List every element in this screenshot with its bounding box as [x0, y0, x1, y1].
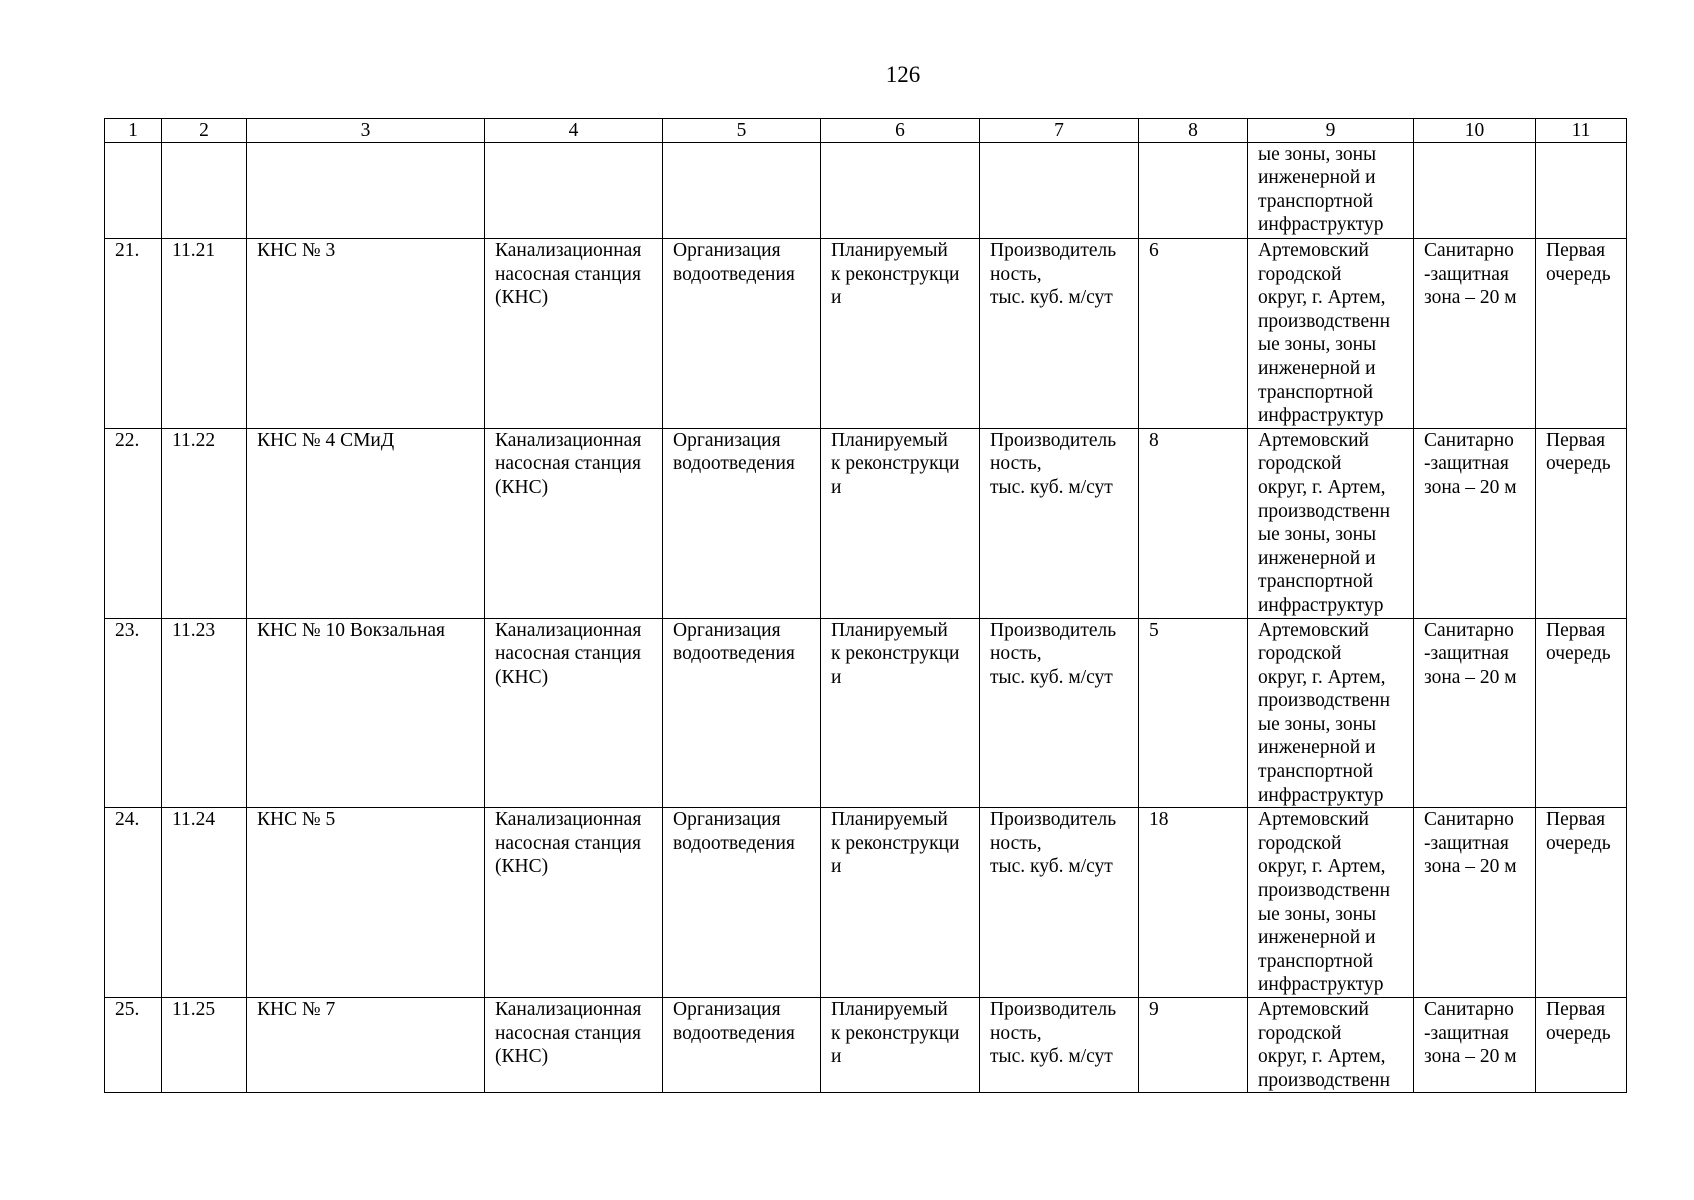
- value-cell: 8: [1139, 428, 1248, 618]
- type-cell: Канализационная насосная станция (КНС): [485, 998, 663, 1093]
- parameter-cell: Производитель ность, тыс. куб. м/сут: [980, 808, 1139, 998]
- code-cell: 11.22: [162, 428, 247, 618]
- column-number-cell: 5: [663, 119, 821, 143]
- table-cell: [1536, 143, 1627, 239]
- parameter-cell: Производитель ность, тыс. куб. м/сут: [980, 239, 1139, 429]
- code-cell: 11.25: [162, 998, 247, 1093]
- column-number-cell: 7: [980, 119, 1139, 143]
- stage-cell: Первая очередь: [1536, 808, 1627, 998]
- objects-table: [104, 118, 1627, 1093]
- column-number-row: [105, 119, 1627, 143]
- value-cell: 9: [1139, 998, 1248, 1093]
- location-cell: Артемовский городской округ, г. Артем, производственн ые зоны, зоны инженерной и транспортной инфраструктур: [1248, 808, 1414, 998]
- name-cell: КНС № 7: [247, 998, 485, 1093]
- table-cell: [247, 143, 485, 239]
- value-cell: 18: [1139, 808, 1248, 998]
- parameter-cell: Производитель ность, тыс. куб. м/сут: [980, 428, 1139, 618]
- location-cell: Артемовский городской округ, г. Артем, производственн: [1248, 998, 1414, 1093]
- name-cell: КНС № 3: [247, 239, 485, 429]
- column-number-cell: 1: [105, 119, 162, 143]
- zone-cell: Санитарно -защитная зона – 20 м: [1414, 998, 1536, 1093]
- location-cell: Артемовский городской округ, г. Артем, производственн ые зоны, зоны инженерной и транспортной инфраструктур: [1248, 428, 1414, 618]
- row-number-cell: 21.: [105, 239, 162, 429]
- status-cell: Планируемый к реконструкци и: [821, 998, 980, 1093]
- column-number-cell: 11: [1536, 119, 1627, 143]
- table-cell: [980, 143, 1139, 239]
- stage-cell: Первая очередь: [1536, 239, 1627, 429]
- column-number-cell: 9: [1248, 119, 1414, 143]
- name-cell: КНС № 10 Вокзальная: [247, 618, 485, 808]
- status-cell: Планируемый к реконструкци и: [821, 428, 980, 618]
- table-cell: [485, 143, 663, 239]
- table-row: [105, 998, 1627, 1093]
- stage-cell: Первая очередь: [1536, 618, 1627, 808]
- purpose-cell: Организация водоотведения: [663, 998, 821, 1093]
- code-cell: 11.21: [162, 239, 247, 429]
- table-row: [105, 618, 1627, 808]
- code-cell: 11.23: [162, 618, 247, 808]
- row-number-cell: 24.: [105, 808, 162, 998]
- location-cell: Артемовский городской округ, г. Артем, производственн ые зоны, зоны инженерной и транспортной инфраструктур: [1248, 239, 1414, 429]
- purpose-cell: Организация водоотведения: [663, 808, 821, 998]
- type-cell: Канализационная насосная станция (КНС): [485, 239, 663, 429]
- continuation-row: [105, 143, 1627, 239]
- location-cell: Артемовский городской округ, г. Артем, производственн ые зоны, зоны инженерной и транспортной инфраструктур: [1248, 618, 1414, 808]
- name-cell: КНС № 4 СМиД: [247, 428, 485, 618]
- row-number-cell: 25.: [105, 998, 162, 1093]
- zone-cell: Санитарно -защитная зона – 20 м: [1414, 239, 1536, 429]
- table-cell: [821, 143, 980, 239]
- parameter-cell: Производитель ность, тыс. куб. м/сут: [980, 618, 1139, 808]
- stage-cell: Первая очередь: [1536, 998, 1627, 1093]
- column-number-cell: 3: [247, 119, 485, 143]
- column-number-cell: 10: [1414, 119, 1536, 143]
- zone-cell: Санитарно -защитная зона – 20 м: [1414, 618, 1536, 808]
- zone-cell: Санитарно -защитная зона – 20 м: [1414, 428, 1536, 618]
- table-cell: [1414, 143, 1536, 239]
- page-number: 126: [885, 62, 921, 87]
- code-cell: 11.24: [162, 808, 247, 998]
- column-number-cell: 6: [821, 119, 980, 143]
- stage-cell: Первая очередь: [1536, 428, 1627, 618]
- table-cell: [1139, 143, 1248, 239]
- table-row: [105, 808, 1627, 998]
- purpose-cell: Организация водоотведения: [663, 618, 821, 808]
- table-cell: [162, 143, 247, 239]
- column-number-cell: 8: [1139, 119, 1248, 143]
- status-cell: Планируемый к реконструкци и: [821, 239, 980, 429]
- table-row: [105, 239, 1627, 429]
- row-number-cell: 22.: [105, 428, 162, 618]
- value-cell: 5: [1139, 618, 1248, 808]
- table-cell: [663, 143, 821, 239]
- column-number-cell: 4: [485, 119, 663, 143]
- type-cell: Канализационная насосная станция (КНС): [485, 428, 663, 618]
- value-cell: 6: [1139, 239, 1248, 429]
- purpose-cell: Организация водоотведения: [663, 239, 821, 429]
- column-number-cell: 2: [162, 119, 247, 143]
- purpose-cell: Организация водоотведения: [663, 428, 821, 618]
- parameter-cell: Производитель ность, тыс. куб. м/сут: [980, 998, 1139, 1093]
- type-cell: Канализационная насосная станция (КНС): [485, 808, 663, 998]
- status-cell: Планируемый к реконструкци и: [821, 808, 980, 998]
- table-cell: [105, 143, 162, 239]
- row-number-cell: 23.: [105, 618, 162, 808]
- type-cell: Канализационная насосная станция (КНС): [485, 618, 663, 808]
- status-cell: Планируемый к реконструкци и: [821, 618, 980, 808]
- zone-cell: Санитарно -защитная зона – 20 м: [1414, 808, 1536, 998]
- table-row: [105, 428, 1627, 618]
- location-cell: ые зоны, зоны инженерной и транспортной инфраструктур: [1248, 143, 1414, 239]
- name-cell: КНС № 5: [247, 808, 485, 998]
